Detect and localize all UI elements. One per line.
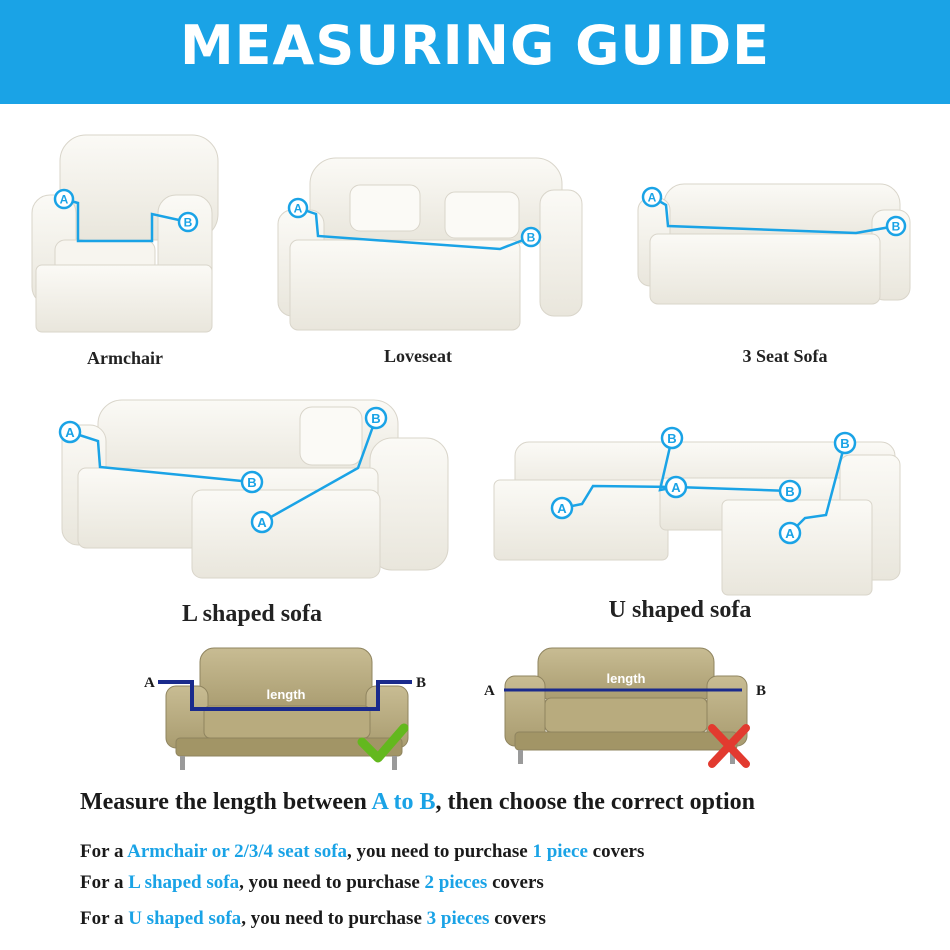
instruction-headline: Measure the length between A to B, then choose the correct option	[80, 789, 756, 815]
marker-b	[887, 217, 905, 235]
caption-3-seat-sofa: 3 Seat Sofa	[742, 346, 828, 366]
caption-loveseat: Loveseat	[384, 346, 452, 366]
marker-a	[666, 477, 686, 497]
svg-text:B: B	[840, 436, 850, 451]
marker-a	[643, 188, 661, 206]
svg-text:B: B	[785, 484, 795, 499]
page-title: MEASURING GUIDE	[179, 14, 771, 77]
svg-text:A: A	[785, 526, 795, 541]
caption-armchair: Armchair	[87, 348, 163, 368]
length-label: length	[606, 671, 646, 686]
marker-b	[662, 428, 682, 448]
svg-text:A: A	[65, 425, 75, 440]
svg-text:A: A	[59, 192, 69, 207]
caption-l-shaped-sofa: L shaped sofa	[181, 601, 323, 627]
marker-a	[252, 512, 272, 532]
marker-a	[55, 190, 73, 208]
svg-text:B: B	[667, 431, 677, 446]
wrong-measure-demo	[484, 648, 766, 764]
marker-b	[242, 472, 262, 492]
marker-b	[366, 408, 386, 428]
marker-b	[780, 481, 800, 501]
marker-a	[60, 422, 80, 442]
marker-a	[289, 199, 307, 217]
three-seat-sofa-illustration	[638, 184, 910, 304]
demo-label-b: B	[416, 675, 427, 691]
marker-b	[179, 213, 197, 231]
svg-text:A: A	[557, 501, 567, 516]
length-label: length	[266, 687, 306, 702]
demo-label-a: A	[144, 675, 155, 691]
marker-a	[552, 498, 572, 518]
svg-text:B: B	[247, 475, 257, 490]
marker-b	[522, 228, 540, 246]
svg-text:A: A	[293, 201, 303, 216]
marker-b	[835, 433, 855, 453]
purchase-instruction: For a U shaped sofa, you need to purchase 3 pieces covers	[80, 908, 546, 929]
svg-text:B: B	[183, 215, 193, 230]
demo-label-b: B	[756, 683, 767, 699]
demo-label-a: A	[484, 683, 495, 699]
svg-text:A: A	[257, 515, 267, 530]
svg-text:B: B	[371, 411, 381, 426]
correct-measure-demo	[144, 648, 426, 770]
purchase-instruction: For a Armchair or 2/3/4 seat sofa, you need to purchase 1 piece covers	[80, 841, 645, 862]
svg-text:A: A	[671, 480, 681, 495]
svg-text:A: A	[647, 190, 657, 205]
caption-u-shaped-sofa: U shaped sofa	[608, 597, 752, 623]
purchase-instruction: For a L shaped sofa, you need to purchase 2 pieces covers	[80, 872, 544, 893]
sofa-illustrations	[0, 104, 950, 784]
header-banner	[0, 0, 950, 104]
marker-a	[780, 523, 800, 543]
armchair-illustration	[32, 135, 218, 332]
svg-text:B: B	[526, 230, 536, 245]
svg-text:B: B	[891, 219, 901, 234]
